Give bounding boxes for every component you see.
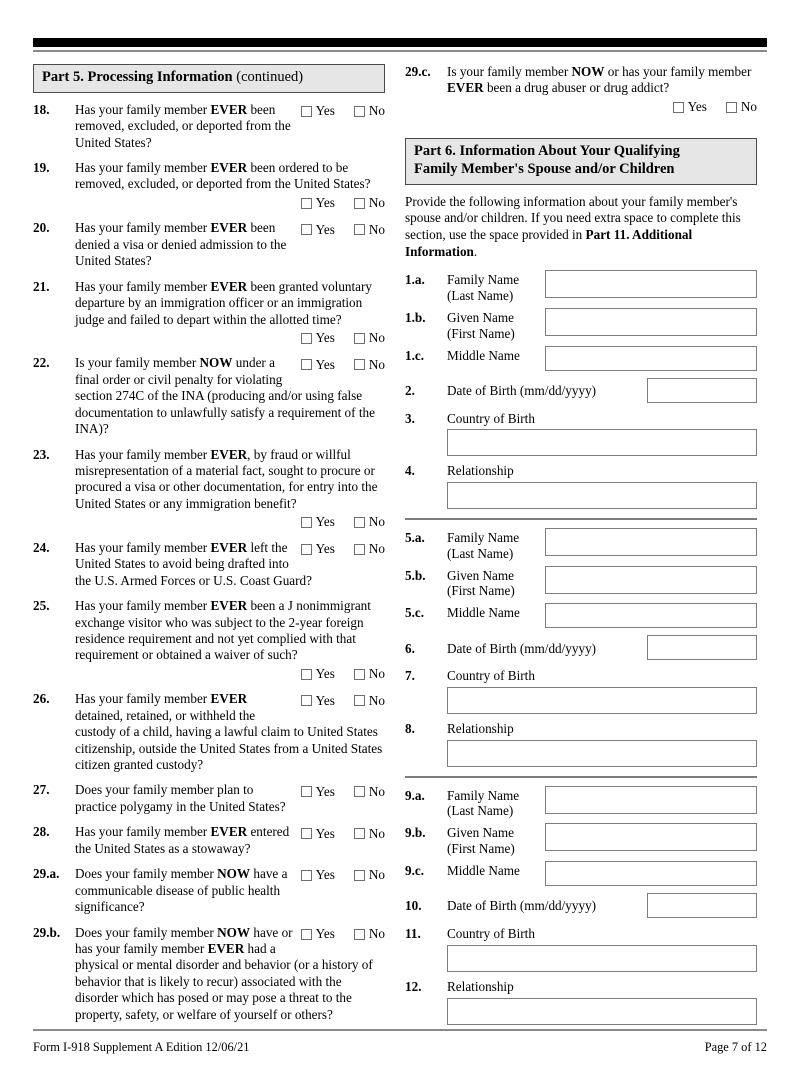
field-label-secondary: (Last Name): [447, 545, 514, 561]
field-row-relationship: [405, 461, 757, 509]
field-row-date-of-birth: [405, 378, 757, 403]
yes-no-group: [301, 782, 385, 800]
yes-label: Yes: [315, 783, 335, 799]
question-text: Is your family member NOW or has your family member EVER been a drug abuser or drug addict?: [447, 64, 752, 96]
yes-no-row: [301, 195, 385, 211]
no-checkbox[interactable]: [354, 695, 365, 706]
field-number: 9.b.: [405, 825, 426, 841]
yes-no-row: [301, 222, 385, 238]
yes-checkbox[interactable]: [301, 695, 312, 706]
family-name-input[interactable]: [545, 270, 757, 298]
question-number: 23.: [33, 446, 50, 462]
yes-checkbox[interactable]: [673, 102, 684, 113]
no-label: No: [368, 221, 385, 237]
field-number: 6.: [405, 640, 415, 656]
yes-label: Yes: [315, 867, 335, 883]
yes-no-group: [75, 666, 385, 682]
no-label: No: [368, 356, 385, 372]
no-option[interactable]: [354, 222, 385, 238]
no-option[interactable]: [354, 926, 385, 942]
yes-no-row: [301, 357, 385, 373]
field-number: 5.c.: [405, 605, 425, 621]
footer-form-edition: Form I-918 Supplement A Edition 12/06/21: [33, 1040, 250, 1054]
field-heading: [405, 924, 757, 942]
no-option[interactable]: [354, 541, 385, 557]
yes-checkbox[interactable]: [301, 929, 312, 940]
footer-rule: [33, 1029, 767, 1031]
question-body: [75, 824, 385, 857]
part-6-instructions: Provide the following information about your family member's spouse and/or children. If you need extra space to complete this section, use the space provided in Part 11. Additional Information.: [405, 193, 741, 259]
field-number: 9.a.: [405, 787, 425, 803]
no-label: No: [368, 329, 385, 345]
country-of-birth-input[interactable]: [447, 687, 757, 714]
middle-name-input[interactable]: [545, 861, 757, 886]
question-number: 27.: [33, 782, 50, 798]
no-checkbox[interactable]: [354, 517, 365, 528]
yes-no-row: [301, 103, 385, 119]
question-text: Has your family member EVER been removed, excluded, or deported from the United States?: [75, 101, 291, 150]
field-label: Given Name (First Name): [447, 823, 545, 857]
question-body: [75, 279, 385, 347]
field-row-date-of-birth: [405, 635, 757, 660]
yes-checkbox[interactable]: [301, 359, 312, 370]
question-text: Has your family member EVER been denied a visa or denied admission to the United States?: [75, 220, 287, 269]
field-row-relationship: [405, 719, 757, 767]
yes-option[interactable]: [301, 693, 335, 709]
two-column-body: [33, 64, 767, 1032]
yes-option[interactable]: [301, 926, 335, 942]
field-row-family-name: [405, 528, 757, 562]
question-item: [33, 102, 385, 151]
yes-no-row: [301, 784, 385, 800]
field-number: 7.: [405, 668, 415, 684]
person-group: [405, 528, 757, 767]
given-name-input[interactable]: [545, 823, 757, 851]
field-row-relationship: [405, 977, 757, 1025]
field-row-given-name: [405, 566, 757, 600]
field-row-family-name: [405, 270, 757, 304]
question-item: [33, 279, 385, 347]
field-row-middle-name: [405, 346, 757, 371]
field-number: 8.: [405, 721, 415, 737]
part-5-header-continued: (continued): [232, 69, 304, 85]
no-label: No: [368, 783, 385, 799]
no-checkbox[interactable]: [354, 544, 365, 555]
yes-label: Yes: [315, 541, 335, 557]
field-heading: [405, 409, 757, 427]
field-heading: [405, 461, 757, 479]
question-number: 20.: [33, 220, 50, 236]
no-label: No: [368, 692, 385, 708]
field-number: 2.: [405, 383, 415, 399]
field-label: Relationship: [447, 463, 514, 479]
field-number: 1.b.: [405, 309, 426, 325]
relationship-input[interactable]: [447, 998, 757, 1025]
right-column: [405, 64, 757, 1030]
yes-no-row: [301, 330, 385, 346]
field-row-middle-name: [405, 603, 757, 628]
yes-checkbox[interactable]: [301, 544, 312, 555]
country-of-birth-input[interactable]: [447, 429, 757, 456]
question-item: [33, 824, 385, 857]
part-5-header: [33, 64, 385, 93]
question-body: [75, 540, 385, 589]
no-option[interactable]: [726, 99, 757, 115]
no-checkbox[interactable]: [354, 106, 365, 117]
family-name-input[interactable]: [545, 786, 757, 814]
yes-no-group: [75, 195, 385, 211]
field-row-middle-name: [405, 861, 757, 886]
question-item: [33, 160, 385, 211]
question-item: [405, 64, 757, 115]
yes-no-row: [301, 666, 385, 682]
field-label: Given Name (First Name): [447, 308, 545, 342]
field-label-secondary: (First Name): [447, 325, 515, 341]
field-label: Country of Birth: [447, 410, 535, 426]
yes-option[interactable]: [301, 541, 335, 557]
field-label: Relationship: [447, 721, 514, 737]
field-label-secondary: (Last Name): [447, 803, 514, 819]
no-label: No: [368, 541, 385, 557]
question-body: [75, 102, 385, 151]
yes-checkbox[interactable]: [301, 333, 312, 344]
section-gap: [405, 124, 757, 138]
yes-checkbox[interactable]: [301, 870, 312, 881]
question-text: Has your family member EVER, by fraud or willful misrepresentation of a material fact, sought to procure or procured a visa or other documentation, for entry into the United States or any immigration benefit?: [75, 446, 378, 511]
no-label: No: [368, 925, 385, 941]
group-divider: [405, 776, 757, 778]
no-checkbox[interactable]: [354, 359, 365, 370]
no-label: No: [740, 98, 757, 114]
yes-label: Yes: [687, 98, 707, 114]
date-of-birth-input[interactable]: [647, 378, 757, 403]
yes-checkbox[interactable]: [301, 828, 312, 839]
person-group: [405, 270, 757, 509]
question-item: [33, 355, 385, 437]
question-body: [75, 355, 385, 437]
yes-label: Yes: [315, 221, 335, 237]
field-number: 1.c.: [405, 347, 425, 363]
question-body: [75, 160, 385, 211]
field-number: 5.b.: [405, 567, 426, 583]
question-number: 26.: [33, 691, 50, 707]
yes-no-row: [301, 541, 385, 557]
yes-no-group: [301, 355, 385, 373]
no-checkbox[interactable]: [354, 224, 365, 235]
question-number: 18.: [33, 101, 50, 117]
no-checkbox[interactable]: [354, 929, 365, 940]
footer-page-number: Page 7 of 12: [704, 1040, 767, 1054]
no-label: No: [368, 867, 385, 883]
no-checkbox[interactable]: [354, 198, 365, 209]
yes-label: Yes: [315, 194, 335, 210]
no-checkbox[interactable]: [354, 828, 365, 839]
no-label: No: [368, 665, 385, 681]
field-label: Family Name (Last Name): [447, 270, 545, 304]
yes-no-group: [301, 824, 385, 842]
yes-no-group: [75, 514, 385, 530]
no-option[interactable]: [354, 357, 385, 373]
question-number: 29.b.: [33, 924, 61, 940]
yes-option[interactable]: [301, 103, 335, 119]
field-label: Family Name (Last Name): [447, 528, 545, 562]
question-body: [75, 782, 385, 815]
question-item: [33, 540, 385, 589]
yes-checkbox[interactable]: [301, 517, 312, 528]
yes-label: Yes: [315, 692, 335, 708]
question-text: Does your family member NOW have or has your family member EVER had a physical or mental disorder and behavior (or a history of behavior that is likely to recur) associated with the disorder which has posed or may pose a threat to the property, safety, or welfare of yourself or others?: [75, 924, 373, 1022]
no-option[interactable]: [354, 867, 385, 883]
yes-option[interactable]: [301, 514, 335, 530]
no-option[interactable]: [354, 195, 385, 211]
no-label: No: [368, 194, 385, 210]
field-row-family-name: [405, 786, 757, 820]
middle-name-input[interactable]: [545, 346, 757, 371]
no-option[interactable]: [354, 784, 385, 800]
field-number: 11.: [405, 925, 421, 941]
no-checkbox[interactable]: [354, 786, 365, 797]
yes-no-group: [301, 866, 385, 884]
yes-label: Yes: [315, 665, 335, 681]
field-label: Country of Birth: [447, 668, 535, 684]
field-heading: [405, 666, 757, 684]
question-number: 29.a.: [33, 866, 60, 882]
part-6-header-line-1: Part 6. Information About Your Qualifying: [414, 143, 680, 160]
question-number: 28.: [33, 824, 50, 840]
question-number: 21.: [33, 278, 50, 294]
field-label-secondary: (First Name): [447, 841, 515, 857]
question-item: [33, 220, 385, 269]
question-body: [447, 64, 757, 115]
question-text: Has your family member EVER been granted voluntary departure by an immigration officer or an immigration judge and failed to depart within the allotted time?: [75, 278, 373, 327]
question-body: [75, 598, 385, 682]
field-label: Date of Birth (mm/dd/yyyy): [447, 898, 597, 914]
question-body: [75, 691, 385, 773]
question-text: Does your family member plan to practice polygamy in the United States?: [75, 782, 286, 814]
yes-option[interactable]: [301, 666, 335, 682]
question-text: Does your family member NOW have a communicable disease of public health significance?: [75, 866, 288, 915]
country-of-birth-input[interactable]: [447, 945, 757, 972]
yes-checkbox[interactable]: [301, 669, 312, 680]
no-checkbox[interactable]: [726, 102, 737, 113]
group-divider: [405, 518, 757, 520]
question-number: 19.: [33, 160, 50, 175]
yes-no-row: [673, 99, 757, 115]
field-label: Date of Birth (mm/dd/yyyy): [447, 640, 597, 656]
field-number: 5.a.: [405, 529, 425, 545]
yes-option[interactable]: [673, 99, 707, 115]
field-number: 9.c.: [405, 862, 425, 878]
date-of-birth-input[interactable]: [647, 635, 757, 660]
yes-no-row: [301, 826, 385, 842]
no-option[interactable]: [354, 826, 385, 842]
yes-label: Yes: [315, 356, 335, 372]
field-label-secondary: (Last Name): [447, 288, 514, 304]
yes-no-group: [301, 925, 385, 943]
no-checkbox[interactable]: [354, 669, 365, 680]
yes-option[interactable]: [301, 222, 335, 238]
field-number: 10.: [405, 898, 422, 914]
family-name-input[interactable]: [545, 528, 757, 556]
yes-checkbox[interactable]: [301, 224, 312, 235]
no-label: No: [368, 102, 385, 118]
field-number: 1.a.: [405, 272, 425, 288]
yes-label: Yes: [315, 329, 335, 345]
question-number: 29.c.: [405, 64, 431, 79]
yes-no-group: [301, 102, 385, 120]
yes-no-row: [301, 693, 385, 709]
no-label: No: [368, 825, 385, 841]
no-checkbox[interactable]: [354, 333, 365, 344]
question-text: Has your family member EVER detained, retained, or withheld the custody of a child, having a lawful claim to United States citizenship, outside the United States from a United States citizen granted custody?: [75, 691, 383, 772]
field-label: Relationship: [447, 978, 514, 994]
yes-option[interactable]: [301, 357, 335, 373]
field-label: Middle Name: [447, 347, 520, 363]
yes-checkbox[interactable]: [301, 198, 312, 209]
yes-checkbox[interactable]: [301, 106, 312, 117]
relationship-input[interactable]: [447, 482, 757, 509]
question-body: [75, 220, 385, 269]
field-number: 4.: [405, 463, 415, 479]
yes-label: Yes: [315, 825, 335, 841]
field-row-country-of-birth: [405, 409, 757, 457]
question-text: Has your family member EVER entered the United States as a stowaway?: [75, 824, 290, 856]
yes-no-group: [447, 99, 757, 115]
part-5-header-title: Part 5. Processing Information: [42, 69, 233, 85]
question-item: [33, 925, 385, 1024]
field-label: Middle Name: [447, 605, 520, 621]
question-item: [33, 691, 385, 773]
person-group: [405, 786, 757, 1025]
field-row-date-of-birth: [405, 893, 757, 918]
no-option[interactable]: [354, 693, 385, 709]
page-footer: [33, 1040, 767, 1055]
yes-option[interactable]: [301, 330, 335, 346]
field-number: 3.: [405, 410, 415, 426]
field-label: Date of Birth (mm/dd/yyyy): [447, 383, 597, 399]
left-column: [33, 64, 385, 1032]
question-item: [33, 447, 385, 531]
field-number: 12.: [405, 978, 422, 994]
question-text: Has your family member EVER left the United States to avoid being drafted into the U.S. Armed Forces or U.S. Coast Guard?: [75, 539, 312, 588]
question-body: [75, 866, 385, 915]
field-label: Family Name (Last Name): [447, 786, 545, 820]
relationship-input[interactable]: [447, 740, 757, 767]
question-body: [75, 925, 385, 1024]
part-6-header: [405, 138, 757, 184]
yes-option[interactable]: [301, 867, 335, 883]
yes-no-row: [301, 926, 385, 942]
field-label: Country of Birth: [447, 925, 535, 941]
yes-no-group: [301, 691, 385, 709]
yes-option[interactable]: [301, 784, 335, 800]
yes-label: Yes: [315, 514, 335, 530]
question-text: Has your family member EVER been ordered to be removed, excluded, or deported from the United States?: [75, 160, 371, 192]
no-checkbox[interactable]: [354, 870, 365, 881]
question-item: [33, 866, 385, 915]
given-name-input[interactable]: [545, 308, 757, 336]
field-heading: [405, 719, 757, 737]
field-heading: [405, 977, 757, 995]
yes-no-group: [75, 330, 385, 346]
date-of-birth-input[interactable]: [647, 893, 757, 918]
field-label-secondary: (First Name): [447, 583, 515, 599]
question-number: 22.: [33, 355, 50, 371]
yes-no-row: [301, 514, 385, 530]
field-row-country-of-birth: [405, 666, 757, 714]
question-item: [33, 782, 385, 815]
question-text: Has your family member EVER been a J nonimmigrant exchange visitor who was subject to the 2-year foreign residence requirement and not yet complied with that requirement or obtained a waiver of such?: [75, 598, 371, 663]
field-row-country-of-birth: [405, 924, 757, 972]
yes-checkbox[interactable]: [301, 786, 312, 797]
yes-option[interactable]: [301, 826, 335, 842]
yes-no-group: [301, 220, 385, 238]
form-page: [0, 38, 800, 1073]
field-label: Middle Name: [447, 862, 520, 878]
page-top-black-bar: [33, 38, 767, 47]
no-option[interactable]: [354, 666, 385, 682]
question-item: [33, 598, 385, 682]
no-option[interactable]: [354, 330, 385, 346]
yes-no-row: [301, 867, 385, 883]
no-label: No: [368, 514, 385, 530]
given-name-input[interactable]: [545, 566, 757, 594]
yes-no-group: [301, 540, 385, 558]
yes-label: Yes: [315, 102, 335, 118]
question-body: [75, 447, 385, 531]
part-6-header-line-2: Family Member's Spouse and/or Children: [414, 161, 675, 177]
question-text: Is your family member NOW under a final order or civil penalty for violating section 274C of the INA (producing and/or using false documentation to unlawfully satisfy a requirement of the INA)?: [75, 355, 375, 437]
page-top-gray-rule: [33, 50, 767, 52]
question-number: 24.: [33, 539, 50, 555]
middle-name-input[interactable]: [545, 603, 757, 628]
yes-option[interactable]: [301, 195, 335, 211]
field-row-given-name: [405, 823, 757, 857]
yes-label: Yes: [315, 925, 335, 941]
no-option[interactable]: [354, 103, 385, 119]
field-row-given-name: [405, 308, 757, 342]
no-option[interactable]: [354, 514, 385, 530]
field-label: Given Name (First Name): [447, 566, 545, 600]
question-number: 25.: [33, 598, 50, 614]
